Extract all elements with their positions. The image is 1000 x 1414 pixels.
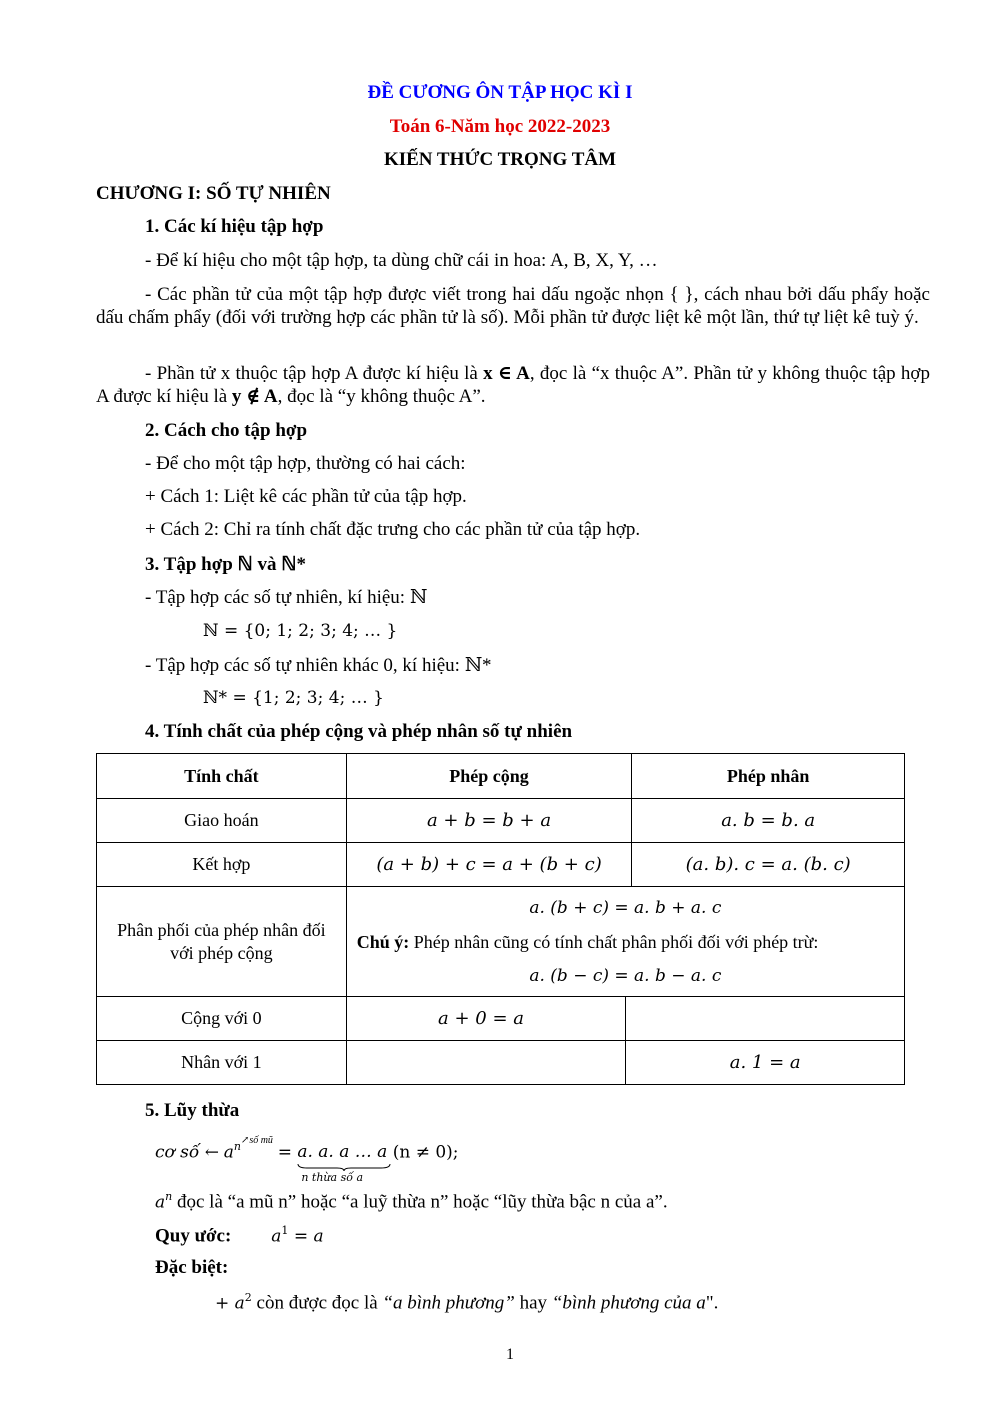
section-5-title: 5. Lũy thừa: [145, 1100, 240, 1121]
cell-formula: a. (b − c) = a. b − a. c: [529, 965, 722, 986]
table-header-property: Tính chất: [97, 754, 347, 799]
row-label: Phân phối của phép nhân đối với phép cộng: [97, 887, 347, 997]
distributive-cell: [346, 887, 904, 997]
cell-formula: a + 0 = a: [346, 997, 626, 1041]
product-with-brace: a. a. a … a n thừa số a: [297, 1141, 387, 1163]
power-definition: cơ số ← $a^{n↗số mũ} = a$. a. a … a n thừa số a (n ≠ 0);: [155, 1135, 459, 1185]
convention: Quy ước: $a^1 = a$: [155, 1224, 324, 1247]
cell-formula: [626, 997, 905, 1041]
cell-formula: a. 1 = a: [626, 1041, 905, 1085]
section-1-para-1: - Để kí hiệu cho một tập hợp, ta dùng chữ cái in hoa: A, B, X, Y, …: [145, 250, 658, 271]
cell-formula: a. (b + c) = a. b + a. c: [529, 897, 722, 918]
chapter-title: CHƯƠNG I: SỐ TỰ NHIÊN: [96, 183, 331, 204]
distributive-note: Chú ý: Phép nhân cũng có tính chất phân phối đối với phép trừ:: [356, 931, 819, 952]
exponent-label: ↗số mũ: [240, 1135, 273, 1147]
table-row: [97, 887, 905, 997]
table-row: [97, 997, 905, 1041]
section-2-method-1: + Cách 1: Liệt kê các phần tử của tập hợp.: [145, 486, 467, 507]
table-header-row: [97, 754, 905, 799]
table-row: [97, 843, 905, 887]
power-base: a: [223, 1142, 234, 1163]
section-2-title: 2. Cách cho tập hợp: [145, 420, 308, 441]
document-title: ĐỀ CƯƠNG ÔN TẬP HỌC KÌ I: [367, 82, 633, 103]
table-header-multiplication: Phép nhân: [632, 754, 905, 799]
document-subtitle: Toán 6-Năm học 2022-2023: [389, 116, 611, 137]
section-1-para-2: - Các phần tử của một tập hợp được viết trong hai dấu ngoặc nhọn { }, cách nhau bởi dấu phẩy hoặc dấu chấm phẩy (đối với trường hợp các phần tử là số). Mỗi phần tử được liệt kê một lần, thứ tự liệt kê tuỳ ý.: [96, 284, 930, 328]
base-label: cơ số ←: [155, 1142, 219, 1163]
row-label: Kết hợp: [97, 843, 347, 887]
row-label: Nhân với 1: [97, 1041, 347, 1085]
section-2-para-1: - Để cho một tập hợp, thường có hai cách:: [145, 453, 466, 474]
section-4-title: 4. Tính chất của phép cộng và phép nhân số tự nhiên: [145, 721, 573, 742]
cell-formula: (a + b) + c = a + (b + c): [346, 843, 632, 887]
row-label: Cộng với 0: [97, 997, 347, 1041]
section-3-para-1: - Tập hợp các số tự nhiên, kí hiệu: ℕ: [145, 587, 428, 608]
cell-formula: [346, 1041, 626, 1085]
cell-formula: a + b = b + a: [346, 799, 632, 843]
table-row: [97, 1041, 905, 1085]
section-2-method-2: + Cách 2: Chỉ ra tính chất đặc trưng cho các phần tử của tập hợp.: [145, 519, 641, 540]
underbrace-icon: [297, 1163, 391, 1171]
nonzero-natural-formula: ℕ* = {1; 2; 3; 4; … }: [203, 688, 384, 708]
special-label: Đặc biệt:: [155, 1257, 229, 1278]
section-1-title: 1. Các kí hiệu tập hợp: [145, 216, 324, 237]
square-note: + $a^2$ còn được đọc là “a bình phương” hay “bình phương của a".: [215, 1291, 719, 1314]
natural-numbers-formula: ℕ = {0; 1; 2; 3; 4; … }: [203, 621, 398, 641]
power-reading: $a^n$ đọc là “a mũ n” hoặc “a luỹ thừa n” hoặc “lũy thừa bậc n của a”.: [155, 1190, 668, 1213]
section-heading: KIẾN THỨC TRỌNG TÂM: [383, 149, 617, 170]
section-3-para-2: - Tập hợp các số tự nhiên khác 0, kí hiệu: ℕ*: [145, 655, 492, 676]
cell-formula: a. b = b. a: [632, 799, 905, 843]
cell-formula: (a. b). c = a. (b. c): [632, 843, 905, 887]
table-row: [97, 799, 905, 843]
section-3-title: 3. Tập hợp ℕ và ℕ*: [145, 554, 306, 575]
properties-table: [96, 753, 905, 1085]
table-header-addition: Phép cộng: [346, 754, 632, 799]
page-number: 1: [506, 1346, 514, 1363]
section-1-para-3: - Phần tử x thuộc tập hợp A được kí hiệu là x ∈ A, đọc là “x thuộc A”. Phần tử y không thuộc tập hợp A được kí hiệu là y ∉ A, đọc là “y không thuộc A”.: [96, 363, 930, 407]
row-label: Giao hoán: [97, 799, 347, 843]
